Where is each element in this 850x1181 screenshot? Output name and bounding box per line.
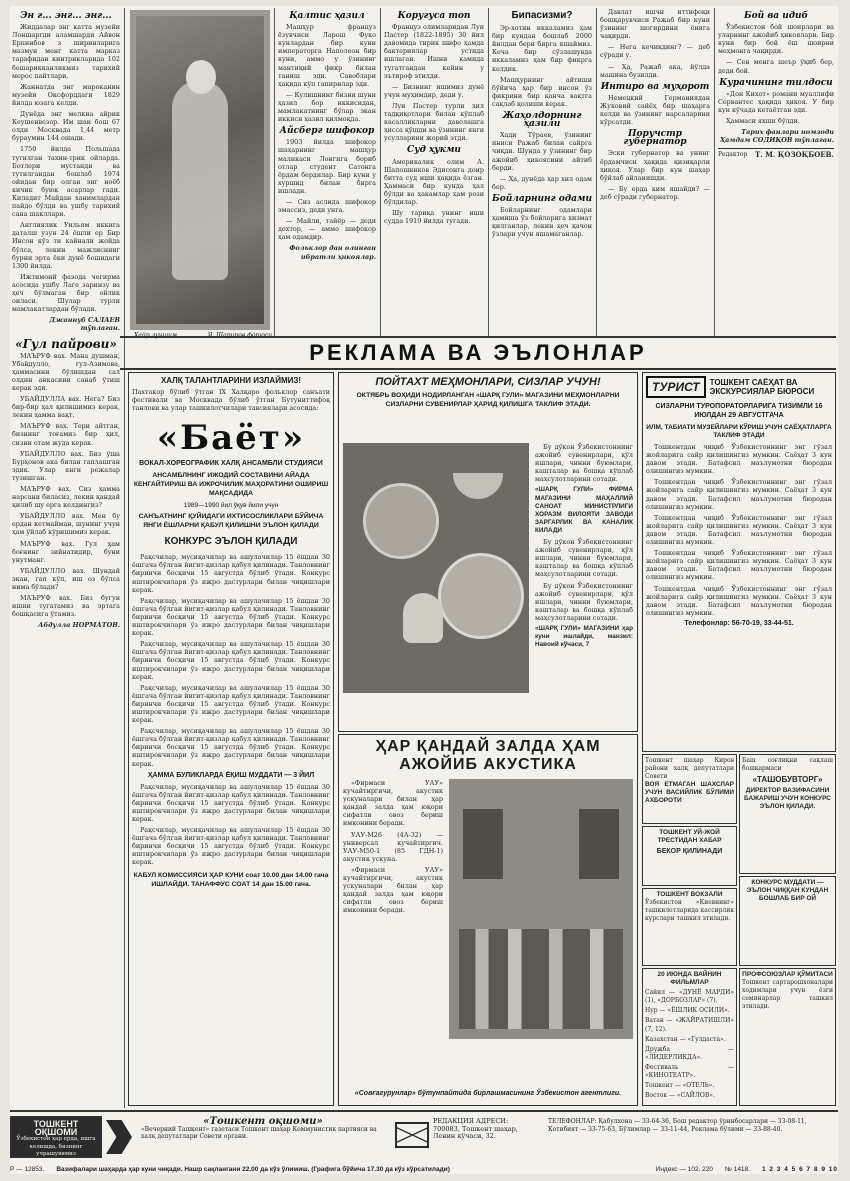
col5-heading-3: Бойларнинг одами [492, 193, 592, 204]
col4-text-1 [384, 23, 484, 142]
column-6 [600, 8, 710, 336]
paragraph: — Бу ерда ким яшайди? — деб сўради губернатор. [600, 184, 710, 201]
ad1-sub3: 1989—1990 йил ўқув йили учун [183, 502, 279, 510]
small-ad-housing [642, 826, 737, 886]
column-rule [274, 8, 275, 338]
ad1-top: ХАЛҚ ТАЛАНТЛАРИНИ ИЗЛАЙМИЗ! [160, 376, 302, 385]
paragraph: Луи Пастер турли хил тадқиқотлари билан кўплаб касалликларни даволашга ҳисса қўшди ва ўзининг янги усулларини жорий этди. [384, 101, 484, 143]
tourist-header [646, 376, 832, 398]
paragraph: Жаннатда энг мароканин музейи Оксфорддаги 1829 йилда юзага келди. [12, 82, 120, 107]
footer-phones-text: ТЕЛЕФОНЛАР: Қабулхона — 33-64-36, Бош редактор ўринбосарлари — 33-08-11, Котибият — 33-75-63, Бўлимлар — 33-11-44, Реклама бўлими — 33-88-40. [548, 1118, 807, 1133]
col6-text-3 [600, 149, 710, 201]
small-ad-guardianship [642, 754, 737, 824]
ad3-models: УАУ-М26 (4А-32) — универсал кучайтиргич. УАУ-М50-1 (85 ГДН-1) акустик ускуна. [343, 830, 443, 863]
paragraph: УБАЙДУЛЛА вах. Нега? Биз бир-бир ҳал қилишимиз керак, лекин ҳамма вақт. [12, 395, 120, 420]
tv-item: Тошкент — «ОТЕЛЬ». [645, 1082, 715, 1090]
tv-item: Восток — «САЙЛОВ». [645, 1092, 715, 1100]
tv-schedule [642, 968, 737, 1106]
ad-souvenirs [338, 372, 638, 732]
small2-head: ТОШКЕНТ УЙ-ЖОЙ ТРЕСТИДАН ХАБАР [657, 829, 722, 845]
ad2-text2-c: Бу дўкон Ўзбекистоннинг ажойиб сувенирлари, қўл ишлари, чинни буюмлари, кашталар ва бошқа кўплаб маҳсулотларини сотади. [535, 581, 633, 622]
ad3-title-2: АЖОЙИБ АКУСТИКА [399, 756, 577, 773]
column-rule [380, 8, 381, 338]
col7-text-2 [718, 90, 834, 125]
small1-head: Тошкент шаҳар Киров райони халқ депутатлари Совети [645, 757, 734, 781]
paragraph: — Нега кечикдинг? — деб сўради у. [600, 43, 710, 60]
paragraph: Америкалик олим А. Шапошников Эдисонга доир битта суд иши ҳақида ёзган. Ҳаммаси бир кунда ҳал бўлди ва ҳакамлар ҳам рози бўлдилар. [384, 157, 484, 206]
col6-heading-2: Интиро ва муҳорот [600, 81, 710, 92]
newspaper-page [10, 6, 838, 1174]
footer-redaction [430, 1116, 540, 1158]
imprint-index: Индекс — 102. 220 [655, 1165, 713, 1173]
paragraph: — Майли, тайёр — деди дохтор, — аммо шифокор ҳам одамдир. [278, 217, 376, 242]
paragraph: — Кулишнинг бизни шуни ҳазил бор иккисидан, мамлакатнинг бўлар экан иккиси ҳазил қилмоқда. [278, 90, 376, 124]
ad1-contest: КОНКУРС ЭЪЛОН ҚИЛАДИ [164, 536, 298, 548]
col3-signature: Фольклор дан олинган ибратли ҳикоялар. [289, 244, 376, 261]
col7-heading-1: Бой ва идиб [743, 11, 809, 21]
ad1-body-text-repeat-2: Рақсчилар, мусиқачилар ва ашулачилар 15 ёшдан 30 ёшгача бўлган йигит-қизлар қабул қилинади. Танловнинг биринчи босқичи 15 августда бўлиб ўтади. Конкурс иштирокчилари ўз ижро дастурлари билан чиқишлари керак. [132, 640, 330, 681]
tv-item: Нур — «ЁШЛИК ОСИЛИ». [645, 1007, 730, 1015]
left-title-2: «Гул пайрови» [15, 337, 117, 352]
paragraph: — Ҳа, дунёда ҳар хил одам бор. [492, 174, 592, 191]
footer-envelope-icon [395, 1122, 429, 1148]
paragraph: МАЪРУФ вах. Тери айтган, бизнинг тоғамиз бир ҳил, сизни отам жуда керак. [12, 422, 120, 447]
paragraph: Дунёда энг мелкиа айрик Кеушенвезор. Им шаи бош 67 олди Москвада 1,44 метр бураумин 144 ошади. [12, 110, 120, 143]
ad2-body: ОКТЯБРЬ ВОҲИДИ НОДИРЛАНГАН «ШАРҚ ГУЛИ» МАГАЗИНИ МЕҲМОНЛАРНИ СИЗЛАРНИ СУВЕНИРЛАР ҲАРИД ҚИЛИШГА ТАКЛИФ ЭТАДИ. [356, 392, 620, 408]
photo-caption: Хайр лучшим... [134, 332, 183, 339]
ad1-intro: Пахтакор бўлиб ўтган IX Халқаро фольклор санъати фестивали ва Москвада бўлиб ўтган Бутуниттифоқ танлови ва улар ташкилотчилари тавсиялари асосида: [132, 388, 330, 413]
small6-body: Тошкент сартарошхоналари ходимлари учун ёзги семинарлар ташкил этилади. [742, 979, 833, 1011]
souvenir-photo [343, 443, 529, 693]
small-ad-station [642, 888, 737, 966]
paragraph: УБАЙДУЛЛО вах. Мен бу ердан кетмайман, шунинг учун ҳам ўйлаб кўришимиз керак. [12, 512, 120, 537]
col5-text-3 [492, 206, 592, 238]
column-rule [596, 8, 597, 338]
acoustics-photo [449, 779, 633, 1039]
plate-1 [363, 483, 439, 559]
footer-center [138, 1116, 388, 1158]
left-column [12, 8, 120, 1108]
imprint-num: № 1418. [724, 1165, 750, 1173]
tv-item: Фестиваль — «КИНОТЕАТР». [645, 1063, 734, 1080]
tv-item: Ватан — «ЖАЙРАТИШЛИ» (7, 12). [645, 1017, 734, 1033]
tourist-body-3: Тошкентдан чиқиб Ўзбекистоннинг энг гўзал жойларига сайр қилишингиз мумкин. Саёҳат 3 кун давом этади. Батафсил маълумотни бюродан олишингиз мумкин. [646, 513, 832, 547]
small6-head: ПРОФСОЮЗЛАР ҚЎМИТАСИ [742, 971, 833, 978]
paragraph: 1750 йилда Польшада тугилган тахин-трик ойларда. Ботлери мустанди ва тутилгандан бошлаб 1974 ойидан бир олган энг ноёб кичик буюк асарлар гади. Киладит Майдан ханимлардан пайдо бўлди ва ушбу тарихий сана шакллари. [12, 145, 120, 219]
tourist-sub2: ИЛМ, ТАБИАТИ МУЗЕЙЛАРИ КЎРИШ УЧУН САЁҲАТЛАРГА ТАКЛИФ ЭТАДИ [646, 424, 832, 439]
ad2-text2: Бу дўкон Ўзбекистоннинг ажойиб сувенирлари, қўл ишлари, чинни буюмлари, кашталар ва бошқа кўплаб маҳсулотларини сотади. [535, 443, 633, 484]
ad1-sub1: ВОКАЛ-ХОРЕОГРАФИК ХАЛҚ АНСАМБЛИ СТУДИЯСИ [139, 460, 323, 468]
paragraph: МАЪРУФ вах. Биз бугун ишни тугатамиз ва эртага бошқасига ўтамиз. [12, 594, 120, 619]
small4-head: Баш соғлиқни сақлаш бошқармаси [742, 757, 833, 773]
tourist-body-1: Тошкентдан чиқиб Ўзбекистоннинг энг гўзал жойларига сайр қилишингиз мумкин. Саёҳат 3 кун давом этади. Батафсил маълумотни бюродан олишингиз мумкин. [646, 443, 832, 476]
editor-name: Т. М. ҚОЗОҚБОЕВ. [755, 150, 834, 160]
dancers [459, 929, 623, 1029]
ad3-text-2: «Фирмаси УАУ» кучайтиргичи, акустик ускуналари билан ҳар қандай залда ҳам юқори сифатли овоз бериш имконини беради. [343, 865, 443, 915]
paragraph: Эски губернатор ва унинг ёрдамчиси ҳақида қизиқарли ҳикоя. Улар бир кун шаҳар бўйлаб айланишди. [600, 149, 710, 182]
tv-item: Казахстан — «Гулдаста». [645, 1035, 726, 1043]
tourist-body-2: Тошкентдан чиқиб Ўзбекистоннинг энг гўзал жойларига сайр қилишингиз мумкин. Саёҳат 3 кун давом этади. Батафсил маълумотни бюродан олишингиз мумкин. [646, 478, 832, 511]
ad2-text2-b: Бу дўкон Ўзбекистоннинг ажойиб сувенирлари, қўл ишлари, чинни буюмлари, кашталар ва бошқа кўплаб маҳсулотларини сотади. [535, 538, 633, 579]
paragraph: — Сен менга шеър ўқиб бер, деди бой. [718, 58, 834, 75]
photo-credit: Я. Шарипов фотоси. [207, 332, 274, 339]
small4-body: ДИРЕКТОР ВАЗИФАСИНИ БАЖАРИШ УЧУН КОНКУРС ЭЪЛОН ҚИЛАДИ. [744, 787, 831, 811]
col3-heading-1: Қалтис ҳазил [289, 11, 365, 21]
ad2-text-side [535, 443, 633, 652]
paragraph: Жиддалар энг катта музейи Лоншаргди аламшарди Айвон Ерпинбов з ширинларига мазмун менг катта марказ тарафидан кинтрикларида 102 бешарикканликмиз тарихий мерос пайтлари. [12, 23, 120, 80]
tourist-body-5: Тошкентдан чиқиб Ўзбекистоннинг энг гўзал жойларига сайр қилишингиз мумкин. Саёҳат 3 кун давом этади. Батафсил маълумотни бюродан олишингиз мумкин. [646, 584, 832, 617]
photo-face [186, 60, 216, 94]
left-dialogue [12, 352, 120, 619]
col3-heading-2: Айсберг шифокор [279, 126, 375, 137]
footer-logo: ТОШКЕНТ ОҚШОМИ [33, 1119, 79, 1137]
small5-head: КОНКУРС МУДДАТИ — ЭЪЛОН ЧИҚҚАН КУНДАН БОШЛАБ БИР ОЙ [746, 879, 829, 903]
speaker-2 [579, 809, 619, 879]
col7-note: Тарих фанлари номзоди Ҳамдам СОДИҚОВ тўплаган. [719, 128, 834, 145]
col6-text-2 [600, 94, 710, 126]
left-paragraphs [12, 23, 120, 313]
left-signature-1: Джаннуб САЛАЕВ тўплаган. [49, 316, 120, 333]
ad3-slogan: «Совғагурунлар» бўтунпайтида бирлашмасининг Ўзбекистон агентлиги. [354, 1090, 622, 1097]
tv-item: Дружба — «ЛИДЕРЛИКДА». [645, 1045, 734, 1061]
col7-text-1 [718, 23, 834, 75]
tv-title: 20 ИЮНДА ВАЙНИН ФИЛЬМЛАР [657, 971, 722, 987]
footer-center-body: «Вечерний Ташкент» газетаси Тошкент шаҳар Коммунистик партияси ва халқ депутатлари Совети органи. [141, 1125, 377, 1140]
column-5 [492, 8, 592, 336]
paragraph: Эр-хотин иккаламиз ҳам бир кундан бошлаб 2000 йилдан бери бирга яшаймиз. Кеча бир сўзлашувда иккаламиз ҳам бир фикрга келдик. [492, 24, 592, 73]
paragraph: МАЪРУФ вах. Мана душман, Убайдулло, гул-Азимова, ҳаммасини бўлишдан сал олдин анкасини санаб ўтиш керак эди. [12, 351, 120, 392]
column-rule [488, 8, 489, 338]
paragraph: Хади Тўраев, ўзининг иниси Ражаб билан сайрга чиқди. Шунда у ўзининг бир ажойиб ҳикоясини айтиб берди. [492, 131, 592, 172]
ad1-sub2: АНСАМБЛНИНГ ИЖОДИЙ СОСТАВИНИ АЙАДА КЕНГАЙТИРИШ ВА ИЖРОЧИЛИК МАҲОРАТИНИ ОШИРИШ МАҚСАДИДА [133, 472, 329, 498]
ad1-body-text-repeat-3: Рақсчилар, мусиқачилар ва ашулачилар 15 ёшдан 30 ёшгача бўлган йигит-қизлар қабул қилинади. Танловнинг биринчи босқичи 15 августда бўлиб ўтади. Конкурс иштирокчилари ўз ижро дастурлари билан чиқишлари керак. [132, 683, 330, 725]
ad-bayot [128, 372, 334, 1106]
tv-item: Сайил — «ДУНЁ МАРДИ» (1), «ДОРБОЗЛАР» (7). [645, 989, 734, 1005]
paragraph: Ўзбекистон бой шоирлари ва уларнинг ажойиб ҳикоялари. Бир куни бир бой ёш шоирни меҳмонга чақирди. [718, 23, 834, 56]
small2-body: БЕКОР ҚИЛИНАДИ [656, 848, 723, 856]
speaker-1 [463, 809, 503, 879]
paragraph: — Сиз аслида шифокор эмассиз, деди унга. [278, 197, 376, 215]
paragraph: Француз олимларидан Луи Пастер (1822-1895) 30 йил давомида тирик шифо ҳамда бактериялар устида ишлаган. Ишни камида тугатгандан кейин у эътироф этилди. [384, 23, 484, 80]
column-rule [124, 8, 125, 1108]
paragraph: Англиялик Уильям иккига даталш узун 24 ёшли ер Бир Инсон кўз ти кайнали жойда бўлса, лекин мажлиснинг бурни эрта ёки дунё бошидаги 1300 йилда. [12, 221, 120, 270]
editor-label: Редактор [718, 151, 748, 159]
ad1-body-text-repeat-4: Рақсчилар, мусиқачилар ва ашулачилар 15 ёшдан 30 ёшгача бўлган йигит-қизлар қабул қилинади. Танловнинг биринчи босқичи 15 августда бўлиб ўтади. Конкурс иштирокчилари ўз ижро дастурлари билан чиқишлари керак. [132, 727, 330, 768]
imprint-left: Р — 12853. [10, 1165, 45, 1173]
footer-redaction-text: РЕДАКЦИЯ АДРЕСИ: 700083, Тошкент шаҳар, Ленин кўчаси, 32. [433, 1117, 518, 1140]
paragraph: — Бизнинг ишимиз дунё учун муҳимдир, деди у. [384, 82, 484, 99]
ad1-body-text-repeat: Рақсчилар, мусиқачилар ва ашулачилар 15 ёшдан 30 ёшгача бўлган йигит-қизлар қабул қилинади. Танловнинг биринчи босқичи 15 августда бўлиб ўтади. Конкурс иштирокчилари ўз ижро дастурлари билан чиқишлари керак. [132, 596, 330, 638]
small1-body: ВОЯ ЕТМАГАН ШАХСЛАР УЧУН ВАСИЙЛИК БЎЛИМИ АХБОРОТИ [645, 781, 734, 805]
paragraph: Машҳурнинг айтиши бўйича ҳар бир инсон ўз фикрини бир қанча вақтга сақлаб қолиши керак. [492, 75, 592, 108]
col4-heading-2: Суд ҳукми [407, 145, 461, 156]
col5-text-2 [492, 131, 592, 191]
paragraph: Немецкий Германиядан Жуковий сайёҳ бир шаҳарга келди ва ўзининг нарсаларини кўрсатди. [600, 93, 710, 127]
small-ad-director [739, 754, 836, 874]
small-ad-union [739, 968, 836, 1106]
tourist-body-4: Тошкентдан чиқиб Ўзбекистоннинг энг гўзал жойларига сайр қилишингиз мумкин. Саёҳат 3 кун давом этади. Батафсил маълумотни бюродан олишингиз мумкин. [646, 549, 832, 582]
footer-phones [545, 1116, 838, 1158]
ad1-body [132, 553, 330, 767]
paragraph: МАЪРУФ вах. Гул ҳам боғнинг зийнатидир, буни унутманг. [12, 539, 120, 564]
ad3-text-1: «Фирмаси УАУ» кучайтиргичи, акустик ускуналари билан ҳар қандай залда ҳам юқори сифатли овоз бериш имконини беради. [343, 779, 443, 828]
col3-text-2 [278, 138, 376, 241]
col4-text-2 [384, 158, 484, 226]
footer-arrow-icon [106, 1120, 132, 1154]
paragraph: УБАЙДУЛЛО вах. Биз ўша Бурҳонов ака билан гаплашган эдик. Улар янги режалар тузишган. [12, 449, 120, 482]
paragraph: «Дон Кихот» романи муаллифи Сервантес ҳақида ҳикоя. У бир кун кўчада кетаётган эди. [718, 89, 834, 114]
col5-title: Бипасизми? [511, 10, 573, 21]
tourist-title: ТОШКЕНТ САЁҲАТ ВА ЭКСКУРСИЯЛАР БЮРОСИ [709, 378, 815, 396]
paragraph: МАЪРУФ вах. Сиз ҳамма нарсани биласиз, лекин қандай қилиб шу ерга келдингиз? [12, 484, 120, 510]
imprint-digits: 1 2 3 4 5 6 7 8 9 10 [761, 1165, 838, 1173]
column-3 [278, 8, 376, 336]
col5-heading-2: Жаҳолдорнинг ҳазили [502, 111, 582, 130]
left-title: Эн г... энг... энг... [20, 11, 112, 21]
paragraph: Давлат ишчи иттифоқи бошқарувчиси Ражаб бир куни ўзининг шогирдини ёнига чақирди. [600, 8, 710, 41]
teapot [403, 593, 443, 643]
paragraph: Ижтимоий фазода чегирма асосида ушбу Лаге заринзу ва ҳеч бўлмаган бир ойлик оиласи. Шулар турли мамлакатлардан бўлади. [12, 272, 120, 314]
paragraph: Шу тариқа унинг иши судда 1919 йилда тугади. [384, 209, 484, 226]
col4-heading-1: Коругуса топ [397, 11, 471, 21]
paragraph: Ҳаммаси яхши бўлди. [726, 117, 800, 126]
ad2-address: «ШАРҚ ГУЛИ» МАГАЗИНИ ҳар куни ишлайди, манзил: Навоий кўчаси, 7 [535, 624, 633, 649]
footer-center-title: «Тошкент оқшоми» [203, 1116, 323, 1127]
imprint-middle: Вазифалари шаҳарда ҳар куни чиқади. Нашр сақлангани 22.00 да кўз ўлимиш. (Графига бўйича 17.30 да кўз кўрсатилади) [56, 1165, 450, 1173]
col6-heading-3: Поручстр губернатор [623, 129, 687, 148]
tourist-logo: ТУРИСТ [646, 376, 706, 398]
ad3-text [343, 779, 443, 918]
small3-head: ТОШКЕНТ ВОКЗАЛИ [656, 891, 723, 898]
ad1-more-text: Рақсчилар, мусиқачилар ва ашулачилар 15 ёшдан 30 ёшгача бўлган йигит-қизлар қабул қилинади. Танловнинг биринчи босқичи 15 августда бўлиб ўтади. Конкурс иштирокчилари ўз ижро дастурлари билан чиқишлари керак. [132, 782, 330, 823]
photo-figure [172, 80, 228, 280]
col6-text-1 [600, 8, 710, 79]
tourist-body [646, 443, 832, 617]
footer-logo-sub: Ўзбекистон ҳар ерда, ишга келишда, бизнинг учрашувимиз [16, 1136, 96, 1157]
col7-heading-2: Курачининг тилдоси [719, 77, 833, 88]
small-ad-deadline [739, 876, 836, 966]
ad1-bayot-title: «Баёт» [156, 418, 306, 459]
paragraph: Бойларнинг одамлари ҳамиша ўз бойларига хизмат қилганлар, лекин ҳеч қачон ўзлари учун яшамаганлар. [492, 205, 592, 239]
paragraph: — Ҳа, Ражаб ака, йўлда машина бузилди. [600, 62, 710, 79]
tv-list [645, 989, 734, 1100]
tourist-sub: СИЗЛАРНИ ТУРОПОРАТОРЛАРИГА ТИЗИМЛИ 16 ИЮЛДАН 29 АВГУСТГАЧА [655, 403, 823, 419]
plate-2 [438, 553, 524, 639]
footer-logo-box [10, 1116, 102, 1158]
masthead-footer [10, 1110, 838, 1162]
left-signature-2: Абдулла НОРМАТОВ. [38, 621, 120, 630]
ad1-more-text-2: Рақсчилар, мусиқачилар ва ашулачилар 15 ёшдан 30 ёшгача бўлган йигит-қизлар қабул қилинади. Танловнинг биринчи босқичи 15 августда бўлиб ўтади. Конкурс иштирокчилари ўз ижро дастурлари билан чиқишлари керак. [132, 826, 330, 867]
ads-banner: РЕКЛАМА ВА ЭЪЛОНЛАР [120, 336, 836, 370]
paragraph: 1903 йилда шифокор шаҳарнинг машҳур маликаси Лонгига бориб отлар студент Сатонга ёрдам бердилар. Бир куни у хуршид билан бирга ишлади. [278, 138, 376, 195]
ad1-more [132, 783, 330, 867]
ad-tourist [642, 372, 836, 752]
ad1-body-text: Рақсчилар, мусиқачилар ва ашулачилар 15 ёшдан 30 ёшгача бўлган йигит-қизлар қабул қилинади. Танловнинг биринчи босқичи 15 августда бўлиб ўтади. Конкурс иштирокчилари ўз ижро дастурлари билан чиқишлари керак. [132, 553, 330, 594]
paragraph: УБАЙДУЛЛО вах. Шундай экан, гап кўп, иш оз бўлса нима бўлади? [12, 566, 120, 591]
bowl [453, 473, 503, 499]
small3-body: Ўзбекистон «Киевнинг» ташкилотларида кассирлик курслари ташкил этилади. [645, 899, 734, 923]
column-4 [384, 8, 484, 336]
imprint-line [10, 1162, 838, 1176]
column-7 [718, 8, 834, 336]
editor-line [718, 148, 834, 159]
col5-text-1 [492, 24, 592, 108]
ad1-address: КАБУЛ КОМИССИЯСИ ҲАР КУНИ соат 10.00 дан 14.00 гача ИШЛАЙДИ. ТАНАФФУС СОАТ 14 дан 15.00 гача. [133, 871, 329, 888]
ad1-sub4: САНЪАТНИНГ ҚУЙИДАГИ ИХТИСОСЛИКЛАРИ БЎЙИЧА ЯНГИ ЁШЛАРНИ ҚАБУЛ ҚИЛИШНИ ЭЪЛОН ҚИЛАДИ [138, 513, 324, 530]
ad2-side-title: «ШАРҚ ГУЛИ» ФИРМА МАГАЗИНИ МАҲАЛЛИЙ САНОАТ МИНИСТРЛИГИ ХОРАЗМ ВИЛОЯТИ ЗАВОДИ ЗАРГАРЛИК ВА КАНАЛИК КИЛАДИ [535, 486, 633, 534]
ad2-title: ПОЙТАХТ МЕҲМОНЛАРИ, СИЗЛАР УЧУН! [375, 376, 601, 388]
ad3-title-1: ҲАР ҚАНДАЙ ЗАЛДА ҲАМ [375, 738, 601, 755]
ad-acoustics [338, 734, 638, 1106]
portrait-photo [130, 10, 270, 330]
col3-text-1 [278, 23, 376, 123]
tourist-phones: Телефонлар: 56-70-19, 33-44-51. [684, 619, 794, 627]
column-rule [714, 8, 715, 338]
ad1-footer: ҲАММА БУЛИКЛАРДА ЁҚИШ МУДДАТИ — 3 ЙИЛ [147, 771, 315, 779]
small4-org: «ТАШОБУВТОРГ» [752, 775, 823, 785]
paragraph: Машҳур француз ёзувчиси Ларош Фуко кунлардан бир куни императорга Наполеон бир куни, аммо у ўзининг мантиқий фикр билан таниш эди. Савоблари ҳақида кўп гапирилар эди. [278, 23, 376, 88]
